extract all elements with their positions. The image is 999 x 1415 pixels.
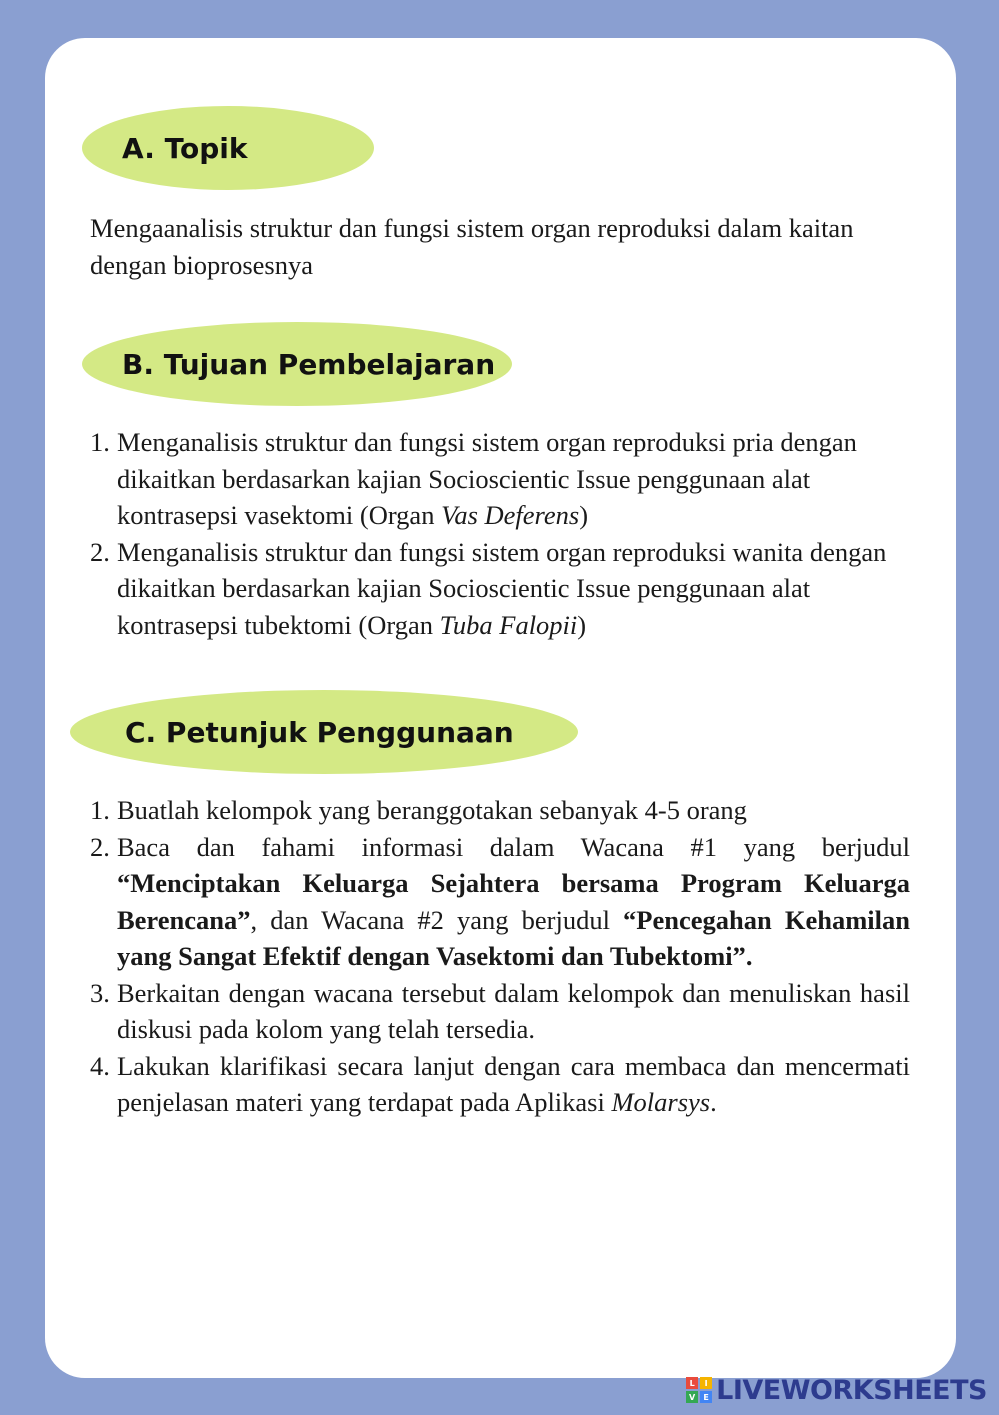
list-item — [90, 975, 910, 1048]
item-text: Baca dan fahami informasi dalam Wacana #1 yang berjudul — [117, 831, 910, 862]
reading-title-2: “Pencegahan Kehamilan yang Sangat Efektif dengan Vasektomi dan Tubektomi” — [117, 904, 910, 971]
logo-letter: E — [700, 1391, 712, 1403]
list-number: 1. — [90, 795, 110, 825]
item-text-end: ) — [577, 609, 587, 640]
logo-letter: I — [700, 1377, 712, 1389]
list-item — [90, 534, 912, 644]
logo-letter: V — [686, 1391, 698, 1403]
item-text: Menganalisis struktur dan fungsi sistem organ reproduksi pria dengan dikaitkan berdasarkan kajian Socioscientic Issue penggunaan alat kontrasepsi vasektomi (Organ — [117, 427, 857, 530]
liveworksheets-footer[interactable] — [686, 1373, 987, 1407]
learning-objectives-list — [90, 424, 912, 643]
list-number: 2. — [90, 536, 110, 567]
item-italic-term: Vas Deferens — [441, 500, 580, 530]
item-text: Lakukan klarifikasi secara lanjut dengan cara membaca dan mencermati penjelasan materi yang terdapat pada Aplikasi — [117, 1050, 910, 1117]
list-item — [90, 829, 910, 975]
list-number: 2. — [90, 831, 110, 862]
logo-letter: L — [686, 1377, 698, 1389]
section-b-heading — [82, 322, 512, 406]
section-c-heading — [70, 690, 578, 774]
section-a-heading — [82, 106, 374, 190]
item-text: Menganalisis struktur dan fungsi sistem organ reproduksi wanita dengan dikaitkan berdasarkan kajian Socioscientic Issue penggunaan alat kontrasepsi tubektomi (Organ — [117, 536, 887, 640]
list-item — [90, 424, 912, 534]
app-name: Molarsys — [611, 1087, 711, 1117]
item-text: Buatlah kelompok yang beranggotakan sebanyak 4-5 orang — [117, 795, 747, 825]
list-number: 4. — [90, 1050, 110, 1081]
section-a-title: A. Topik — [122, 131, 248, 165]
list-item — [90, 792, 910, 829]
item-text-end: . — [710, 1087, 717, 1117]
usage-instructions-list — [90, 792, 910, 1121]
item-italic-term: Tuba Falopii — [439, 609, 578, 640]
section-c-title: C. Petunjuk Penggunaan — [125, 715, 514, 749]
section-b-title: B. Tujuan Pembelajaran — [122, 347, 496, 381]
item-text-end: . — [745, 941, 753, 971]
list-item — [90, 1048, 910, 1121]
brand-name: LIVEWORKSHEETS — [716, 1374, 987, 1406]
topic-paragraph: Mengaanalisis struktur dan fungsi sistem organ reproduksi dalam kaitan dengan bioprosesnya — [90, 213, 854, 280]
reading-title-1: “Menciptakan Keluarga Sejahtera bersama Program Keluarga Berencana” — [117, 868, 910, 935]
item-text: Berkaitan dengan wacana tersebut dalam kelompok dan menuliskan hasil diskusi pada kolom yang telah tersedia. — [117, 977, 910, 1044]
list-number: 1. — [90, 427, 110, 457]
item-text: , dan Wacana #2 yang berjudul — [250, 904, 624, 935]
list-number: 3. — [90, 977, 110, 1008]
liveworksheets-logo-icon — [686, 1377, 712, 1403]
item-text-end: ) — [579, 500, 589, 530]
